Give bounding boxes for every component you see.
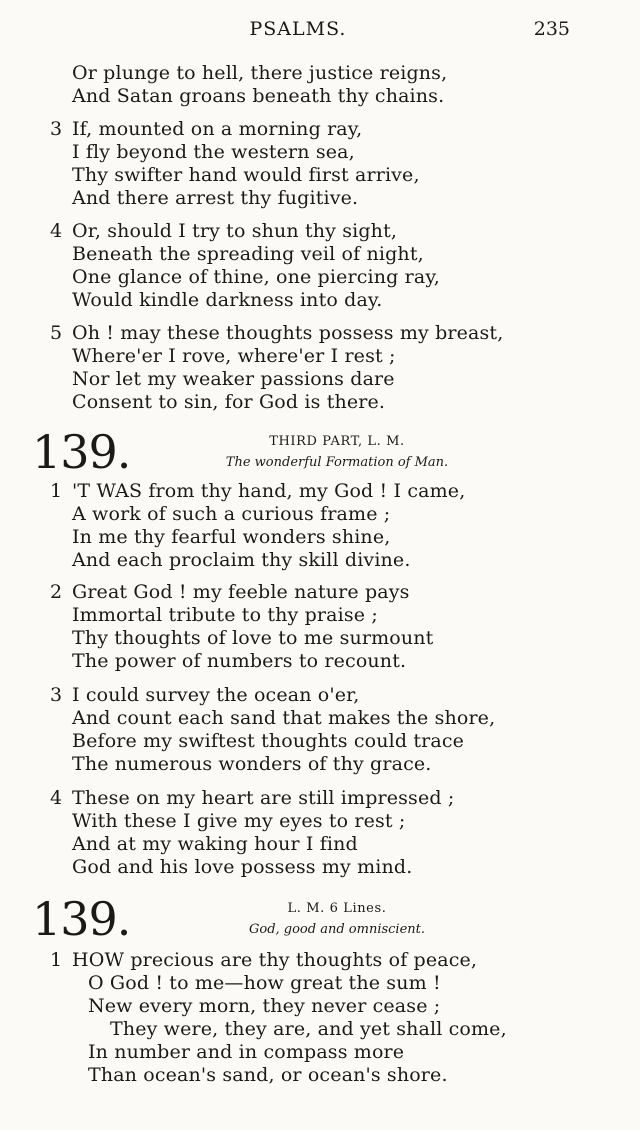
- verse-line: Great God ! my feeble nature pays: [72, 581, 410, 603]
- verse-line: Thy swifter hand would first arrive,: [72, 164, 420, 186]
- hymn-meter: L. M. 6 Lines.: [287, 901, 387, 916]
- verse-line: Thy thoughts of love to me surmount: [72, 627, 434, 649]
- verse-line: 'T WAS from thy hand, my God ! I came,: [72, 480, 466, 502]
- verse-line: God and his love possess my mind.: [72, 856, 413, 878]
- hymn-number: 139.: [32, 425, 131, 479]
- verse-line: The numerous wonders of thy grace.: [72, 753, 432, 775]
- stanza-number: 4: [50, 220, 63, 242]
- verse-line: In me thy fearful wonders shine,: [72, 526, 391, 548]
- page-number: 235: [533, 18, 570, 40]
- hymn-meter: THIRD PART, L. M.: [269, 434, 405, 449]
- stanza-number: 2: [50, 581, 63, 603]
- verse-line: HOW precious are thy thoughts of peace,: [72, 949, 478, 971]
- page-header: [0, 18, 640, 48]
- running-title: PSALMS.: [249, 18, 347, 40]
- hymn-subtitle: God, good and omniscient.: [248, 922, 426, 937]
- verse-line: New every morn, they never cease ;: [88, 995, 441, 1017]
- verse-line: Consent to sin, for God is there.: [72, 391, 386, 413]
- verse-line: Before my swiftest thoughts could trace: [72, 730, 465, 752]
- verse-line: A work of such a curious frame ;: [72, 503, 391, 525]
- hymn-heading: [32, 425, 592, 482]
- stanza-number: 3: [50, 684, 63, 706]
- verse-line: O God ! to me—how great the sum !: [88, 972, 441, 994]
- verse-line: Beneath the spreading veil of night,: [72, 243, 424, 265]
- verse-line: Or, should I try to shun thy sight,: [72, 220, 398, 242]
- verse-line: And count each sand that makes the shore,: [72, 707, 496, 729]
- verse-line: I fly beyond the western sea,: [72, 141, 355, 163]
- stanza-number: 4: [50, 787, 63, 809]
- verse-line: These on my heart are still impressed ;: [72, 787, 455, 809]
- verse-line: I could survey the ocean o'er,: [72, 684, 360, 706]
- verse-line: Would kindle darkness into day.: [72, 289, 383, 311]
- verse-line: They were, they are, and yet shall come,: [110, 1018, 507, 1040]
- hymn-number: 139.: [32, 892, 131, 946]
- hymn-subtitle: The wonderful Formation of Man.: [225, 455, 449, 470]
- verse-line: In number and in compass more: [88, 1041, 405, 1063]
- verse-line: Immortal tribute to thy praise ;: [72, 604, 378, 626]
- hymn-heading: [32, 892, 592, 949]
- stanza-number: 1: [50, 949, 63, 971]
- stanza-number: 5: [50, 322, 63, 344]
- verse-line: Than ocean's sand, or ocean's shore.: [88, 1064, 448, 1086]
- verse-line: With these I give my eyes to rest ;: [72, 810, 406, 832]
- verse-line: Nor let my weaker passions dare: [72, 368, 395, 390]
- verse-line: Or plunge to hell, there justice reigns,: [72, 62, 448, 84]
- verse-line: Oh ! may these thoughts possess my breast,: [72, 322, 504, 344]
- verse-line: Where'er I rove, where'er I rest ;: [72, 345, 396, 367]
- verse-line: If, mounted on a morning ray,: [72, 118, 363, 140]
- verse-line: And at my waking hour I find: [72, 833, 358, 855]
- stanza-number: 3: [50, 118, 63, 140]
- stanza-number: 1: [50, 480, 63, 502]
- verse-line: The power of numbers to recount.: [72, 650, 407, 672]
- verse-line: And each proclaim thy skill divine.: [72, 549, 411, 571]
- verse-line: And Satan groans beneath thy chains.: [72, 85, 445, 107]
- verse-line: And there arrest thy fugitive.: [72, 187, 359, 209]
- verse-line: One glance of thine, one piercing ray,: [72, 266, 440, 288]
